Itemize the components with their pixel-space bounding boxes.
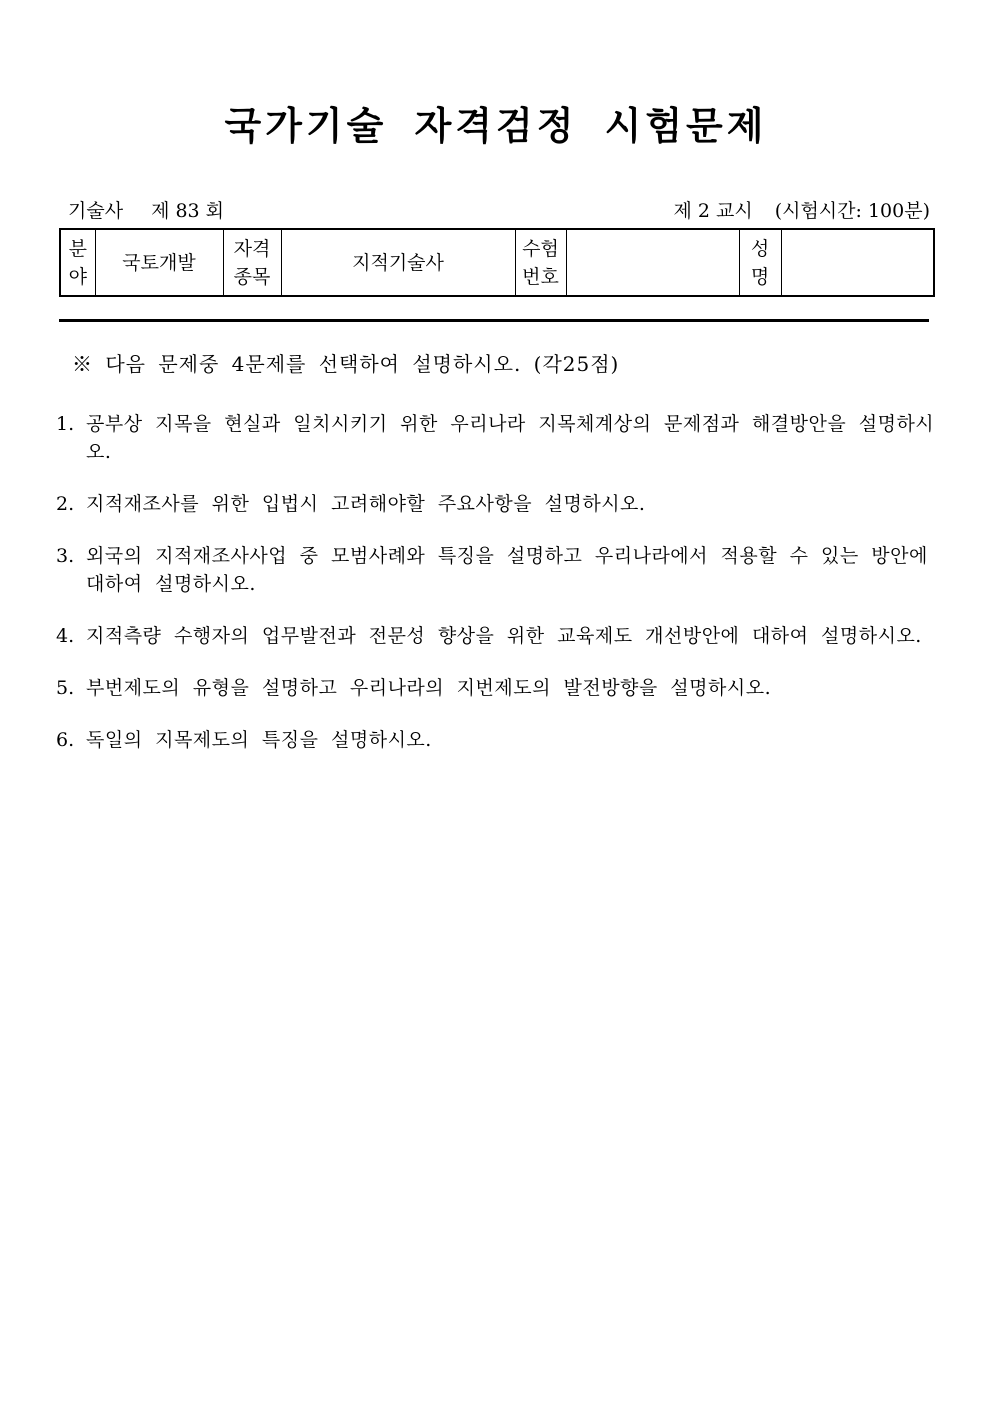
field-label-bottom: 야 [68, 265, 87, 288]
question-text: 공부상 지목을 현실과 일치시키기 위한 우리나라 지목체계상의 문제점과 해결방안을 설명하시오. [86, 413, 935, 463]
exam-category: 기술사 [68, 200, 124, 222]
question-text: 지적재조사를 위한 입법시 고려해야할 주요사항을 설명하시오. [86, 493, 646, 515]
divider-rule [59, 319, 929, 322]
qualification-label-bottom: 종목 [233, 265, 271, 288]
exam-number-label-cell [515, 229, 566, 296]
name-label-top: 성 [750, 237, 770, 260]
question-number: 4. [56, 625, 75, 647]
question-text: 외국의 지적재조사사업 중 모범사례와 특징을 설명하고 우리나라에서 적용할 수 있는 방안에 대하여 설명하시오. [86, 545, 928, 595]
question-item [56, 622, 936, 650]
question-item [56, 410, 936, 466]
exam-meta-left [68, 196, 252, 223]
question-item [56, 726, 936, 754]
exam-meta-right [651, 196, 930, 223]
name-label-cell [739, 229, 781, 296]
question-item [56, 490, 936, 518]
question-number: 1. [56, 413, 75, 435]
question-number: 6. [56, 729, 75, 751]
exam-number-label-bottom: 번호 [522, 265, 559, 288]
qualification-label-cell [223, 229, 281, 296]
info-row [60, 229, 934, 296]
question-text: 부번제도의 유형을 설명하고 우리나라의 지번제도의 발전방향을 설명하시오. [86, 677, 772, 699]
exam-info-table [59, 228, 935, 297]
exam-round: 제 83 회 [151, 200, 225, 222]
field-value-cell: 국토개발 [95, 229, 223, 296]
exam-number-field[interactable] [566, 229, 739, 296]
question-number: 3. [56, 545, 75, 567]
qualification-value-cell: 지적기술사 [281, 229, 515, 296]
question-number: 5. [56, 677, 75, 699]
question-number: 2. [56, 493, 75, 515]
exam-duration: (시험시간: 100분) [774, 200, 930, 222]
name-field[interactable] [781, 229, 934, 296]
qualification-label-top: 자격 [233, 237, 271, 260]
question-text: 지적측량 수행자의 업무발전과 전문성 향상을 위한 교육제도 개선방안에 대하여 설명하시오. [86, 625, 922, 647]
question-item [56, 674, 936, 702]
instruction-text: ※ 다음 문제중 4문제를 선택하여 설명하시오. (각25점) [72, 352, 620, 376]
field-label-top: 분 [68, 237, 87, 260]
field-label-cell [60, 229, 95, 296]
question-item [56, 542, 936, 598]
exam-number-label-top: 수험 [522, 237, 559, 260]
question-text: 독일의 지목제도의 특징을 설명하시오. [86, 729, 432, 751]
name-label-bottom: 명 [750, 265, 770, 288]
question-list [56, 410, 936, 778]
exam-session: 제 2 교시 [673, 200, 753, 222]
exam-title: 국가기술 자격검정 시험문제 [224, 103, 768, 148]
